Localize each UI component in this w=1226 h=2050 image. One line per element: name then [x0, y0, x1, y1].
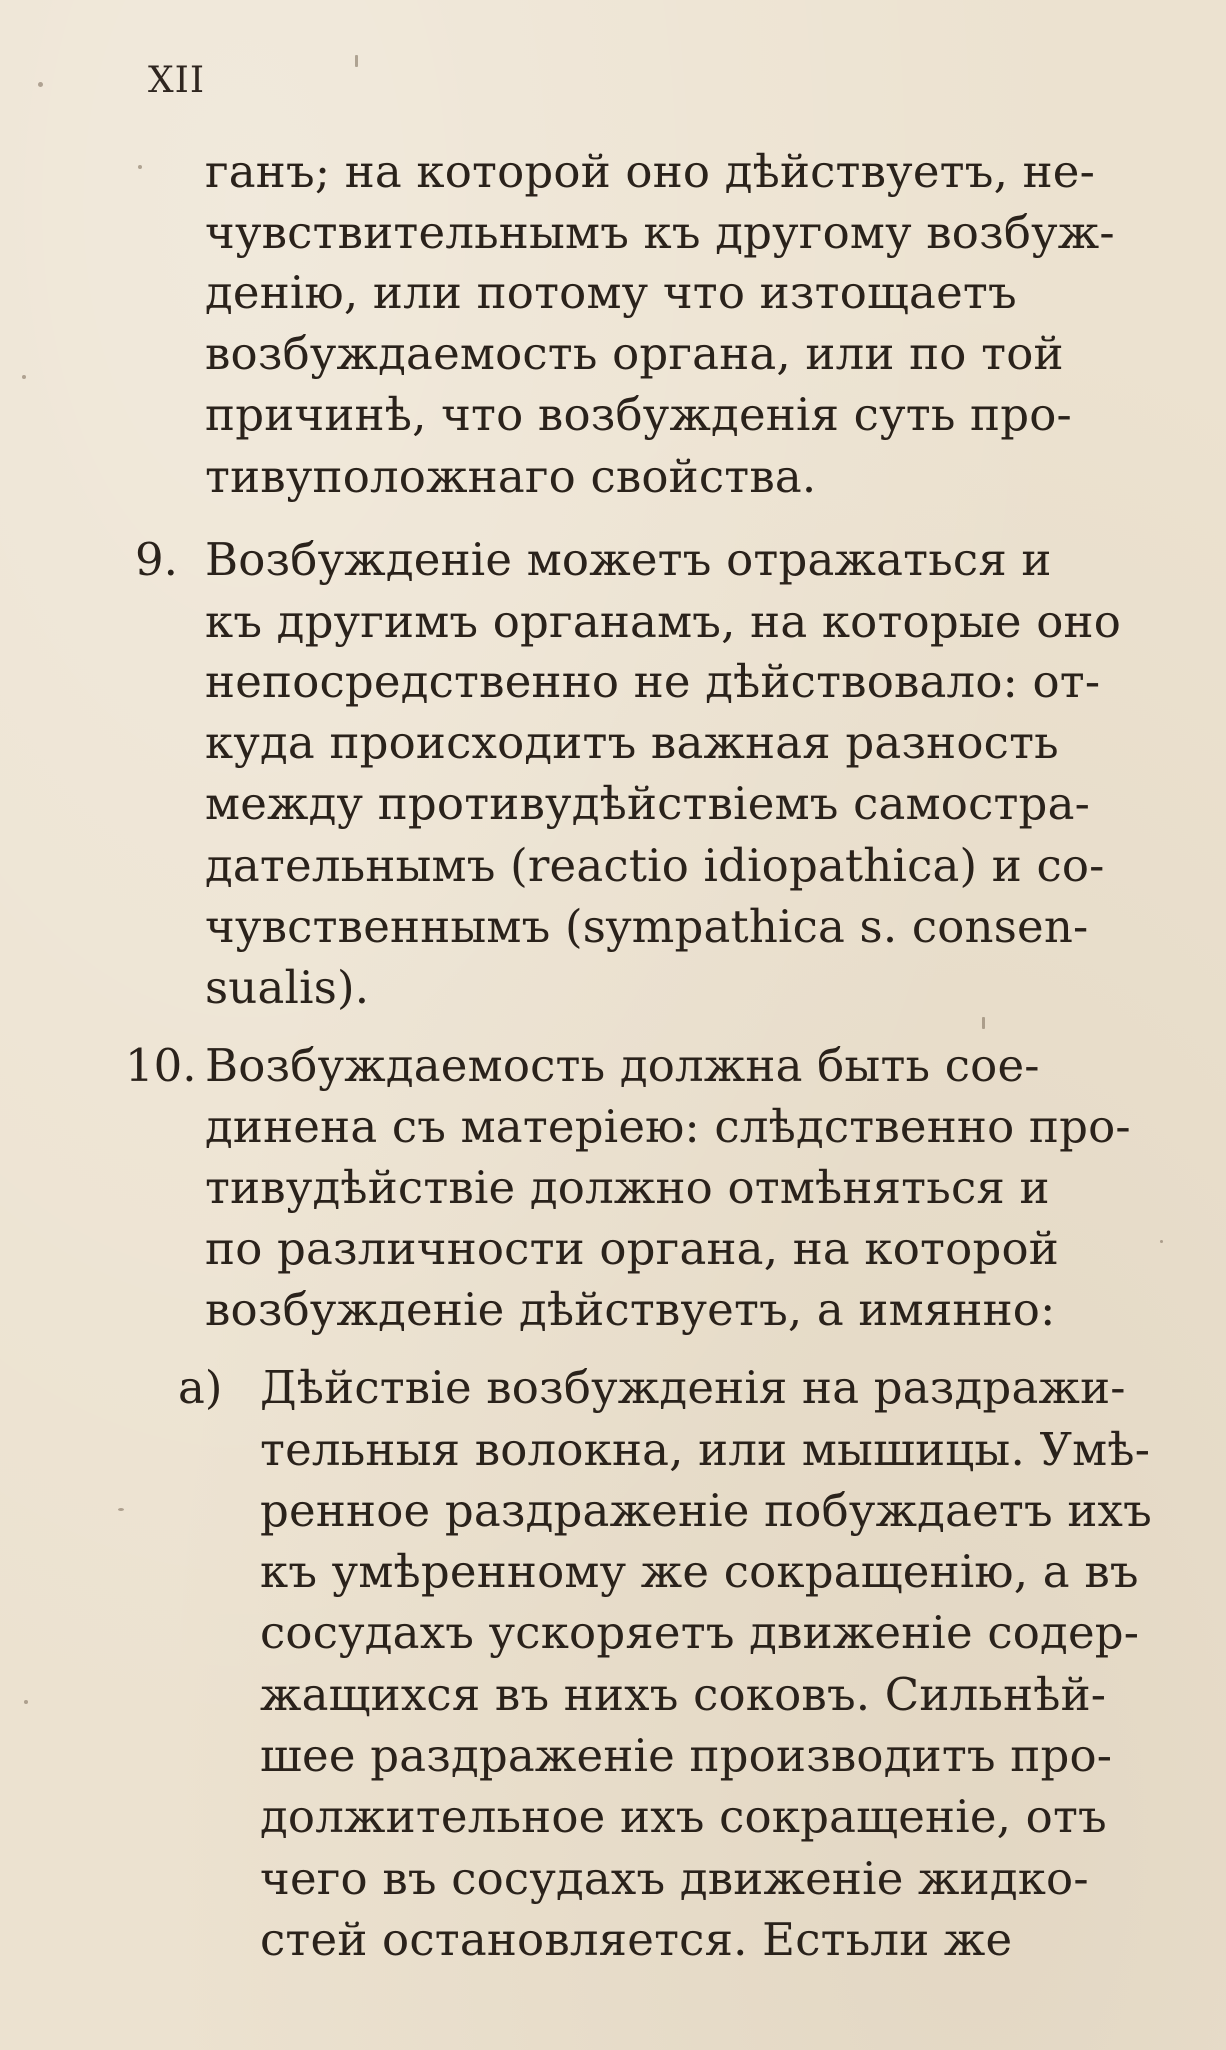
text-line: по различности органа, на которой — [205, 1222, 1059, 1275]
text-line: непосредственно не дѣйствовало: от- — [205, 655, 1101, 708]
paper-speck — [38, 82, 43, 87]
text-line: ренное раздраженіе побуждаетъ ихъ — [260, 1484, 1152, 1537]
text-line: дательнымъ (reactio idiopathica) и со- — [205, 839, 1105, 892]
item-letter-a: a) — [178, 1361, 223, 1414]
item-number-9: 9. — [135, 533, 178, 586]
paper-speck — [118, 1508, 124, 1511]
text-line: тивуположнаго свойства. — [205, 450, 817, 503]
text-line: ганъ; на которой оно дѣйствуетъ, не- — [205, 145, 1096, 198]
paper-speck — [1160, 1240, 1163, 1243]
page-number: XII — [148, 60, 206, 101]
text-line: причинѣ, что возбужденія суть про- — [205, 388, 1072, 441]
text-line: шее раздраженіе производитъ про- — [260, 1729, 1113, 1782]
text-line: возбужденіе дѣйствуетъ, а имянно: — [205, 1283, 1056, 1336]
text-line: должительное ихъ сокращеніе, отъ — [260, 1790, 1107, 1843]
text-line: жащихся въ нихъ соковъ. Сильнѣй- — [260, 1668, 1107, 1721]
paper-speck — [138, 165, 142, 169]
text-line: Возбуждаемость должна быть сое- — [205, 1039, 1040, 1092]
text-line: денію, или потому что изтощаетъ — [205, 266, 1017, 319]
text-line: сосудахъ ускоряетъ движеніе содер- — [260, 1606, 1140, 1659]
text-line: къ другимъ органамъ, на которые оно — [205, 595, 1121, 648]
text-line: возбуждаемость органа, или по той — [205, 327, 1064, 380]
paper-speck — [22, 375, 26, 379]
text-line: динена съ матеріею: слѣдственно про- — [205, 1100, 1131, 1153]
text-line: sualis). — [205, 961, 370, 1014]
text-line: чувственнымъ (sympathica s. consen- — [205, 900, 1089, 953]
paper-speck — [24, 1700, 28, 1704]
text-line: тельныя волокна, или мышицы. Умѣ- — [260, 1423, 1151, 1476]
paper-speck — [355, 55, 358, 67]
text-line: чего въ сосудахъ движеніе жидко- — [260, 1852, 1089, 1905]
text-line: чувствительнымъ къ другому возбуж- — [205, 206, 1115, 259]
text-line: стей остановляется. Естьли же — [260, 1913, 1013, 1966]
text-line: Дѣйствіе возбужденія на раздражи- — [260, 1361, 1126, 1414]
text-line: Возбужденіе можетъ отражаться и — [205, 533, 1052, 586]
text-line: къ умѣренному же сокращенію, а въ — [260, 1545, 1139, 1598]
paper-speck — [982, 1017, 985, 1029]
text-line: тивудѣйствіе должно отмѣняться и — [205, 1161, 1050, 1214]
text-line: между противудѣйствіемъ самостра- — [205, 777, 1091, 830]
item-number-10: 10. — [125, 1039, 197, 1092]
text-line: куда происходитъ важная разность — [205, 716, 1059, 769]
